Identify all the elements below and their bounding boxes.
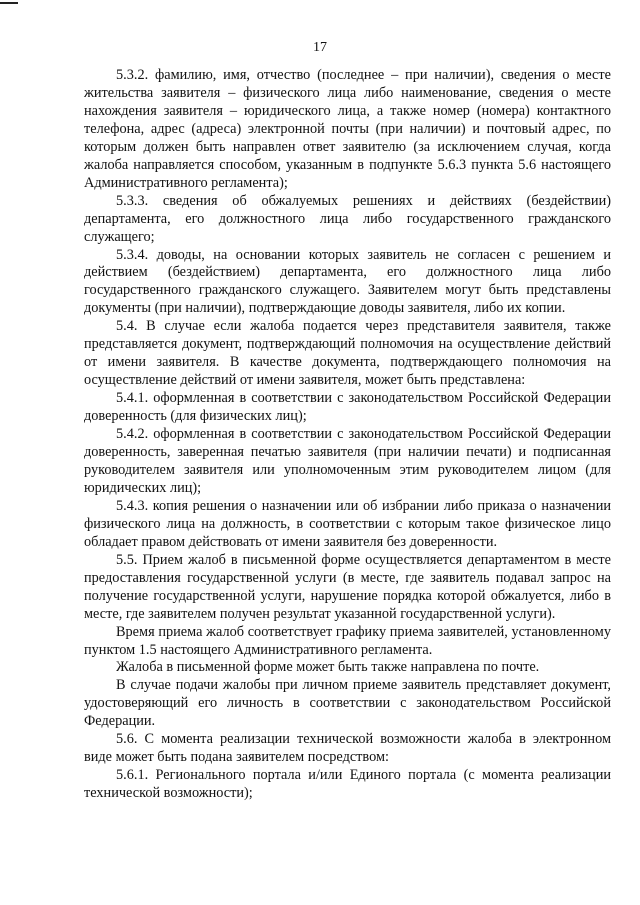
- paragraph-5-3-2: 5.3.2. фамилию, имя, отчество (последнее – при наличии), сведения о месте жительства заявителя – физического лица либо наименование, сведения о месте нахождения заявителя – юридического лица, а также номер (номера) контактного телефона, адрес (адреса) электронной почты (при наличии) и почтовый адрес, по которым должен быть направлен ответ заявителю (за исключением случая, когда жалоба направляется способом, указанным в подпункте 5.6.3 пункта 5.6 настоящего Административного регламента);: [84, 67, 611, 191]
- paragraph-5-6-1: 5.6.1. Регионального портала и/или Единого портала (с момента реализации технической возможности);: [84, 767, 611, 802]
- paragraph-5-4-2: 5.4.2. оформленная в соответствии с законодательством Российской Федерации доверенность, заверенная печатью заявителя (при наличии печати) и подписанная руководителем заявителя или уполномоченным этим руководителем лицом (для юридических лиц);: [84, 426, 611, 496]
- paragraph-5-4-1: 5.4.1. оформленная в соответствии с законодательством Российской Федерации доверенность (для физических лиц);: [84, 390, 611, 425]
- paragraph-5-3-3: 5.3.3. сведения об обжалуемых решениях и действиях (бездействии) департамента, его должностного лица либо государственного гражданского служащего;: [84, 192, 611, 245]
- paragraph-5-3-4: 5.3.4. доводы, на основании которых заявитель не согласен с решением и действием (бездействием) департамента, его должностного лица либо государственного гражданского служащего. Заявителем могут быть представлены документы (при наличии), подтверждающие доводы заявителя, либо их копии.: [84, 246, 611, 317]
- paragraph-mail-complaint: Жалоба в письменной форме может быть также направлена по почте.: [116, 659, 540, 676]
- paragraph-5-4-3: 5.4.3. копия решения о назначении или об избрании либо приказа о назначении физического лица на должность, в соответствии с которым такое физическое лицо обладает правом действовать от имени заявителя без доверенности.: [84, 497, 611, 550]
- document-body: [84, 67, 611, 803]
- scan-corner-mark: [0, 2, 18, 4]
- paragraph-5-5: 5.5. Прием жалоб в письменной форме осуществляется департаментом в месте предоставления государственной услуги (в месте, где заявитель подавал запрос на получение государственной услуги, нарушение порядка которой обжалуется, либо в месте, где заявителем получен результат указанной государственной услуги).: [84, 551, 611, 622]
- page-number: 17: [313, 40, 327, 55]
- paragraph-personal-reception: В случае подачи жалобы при личном приеме заявитель представляет документ, удостоверяющий его личность в соответствии с законодательством Российской Федерации.: [84, 677, 611, 730]
- paragraph-reception-time: Время приема жалоб соответствует графику приема заявителей, установленному пунктом 1.5 настоящего Административного регламента.: [84, 623, 611, 658]
- paragraph-5-6: 5.6. С момента реализации технической возможности жалоба в электронном виде может быть подана заявителем посредством:: [84, 731, 611, 766]
- paragraph-5-4: 5.4. В случае если жалоба подается через представителя заявителя, также представляется документ, подтверждающий полномочия на осуществление действий от имени заявителя. В качестве документа, подтверждающего полномочия на осуществление действий от имени заявителя, может быть представлена:: [84, 318, 611, 389]
